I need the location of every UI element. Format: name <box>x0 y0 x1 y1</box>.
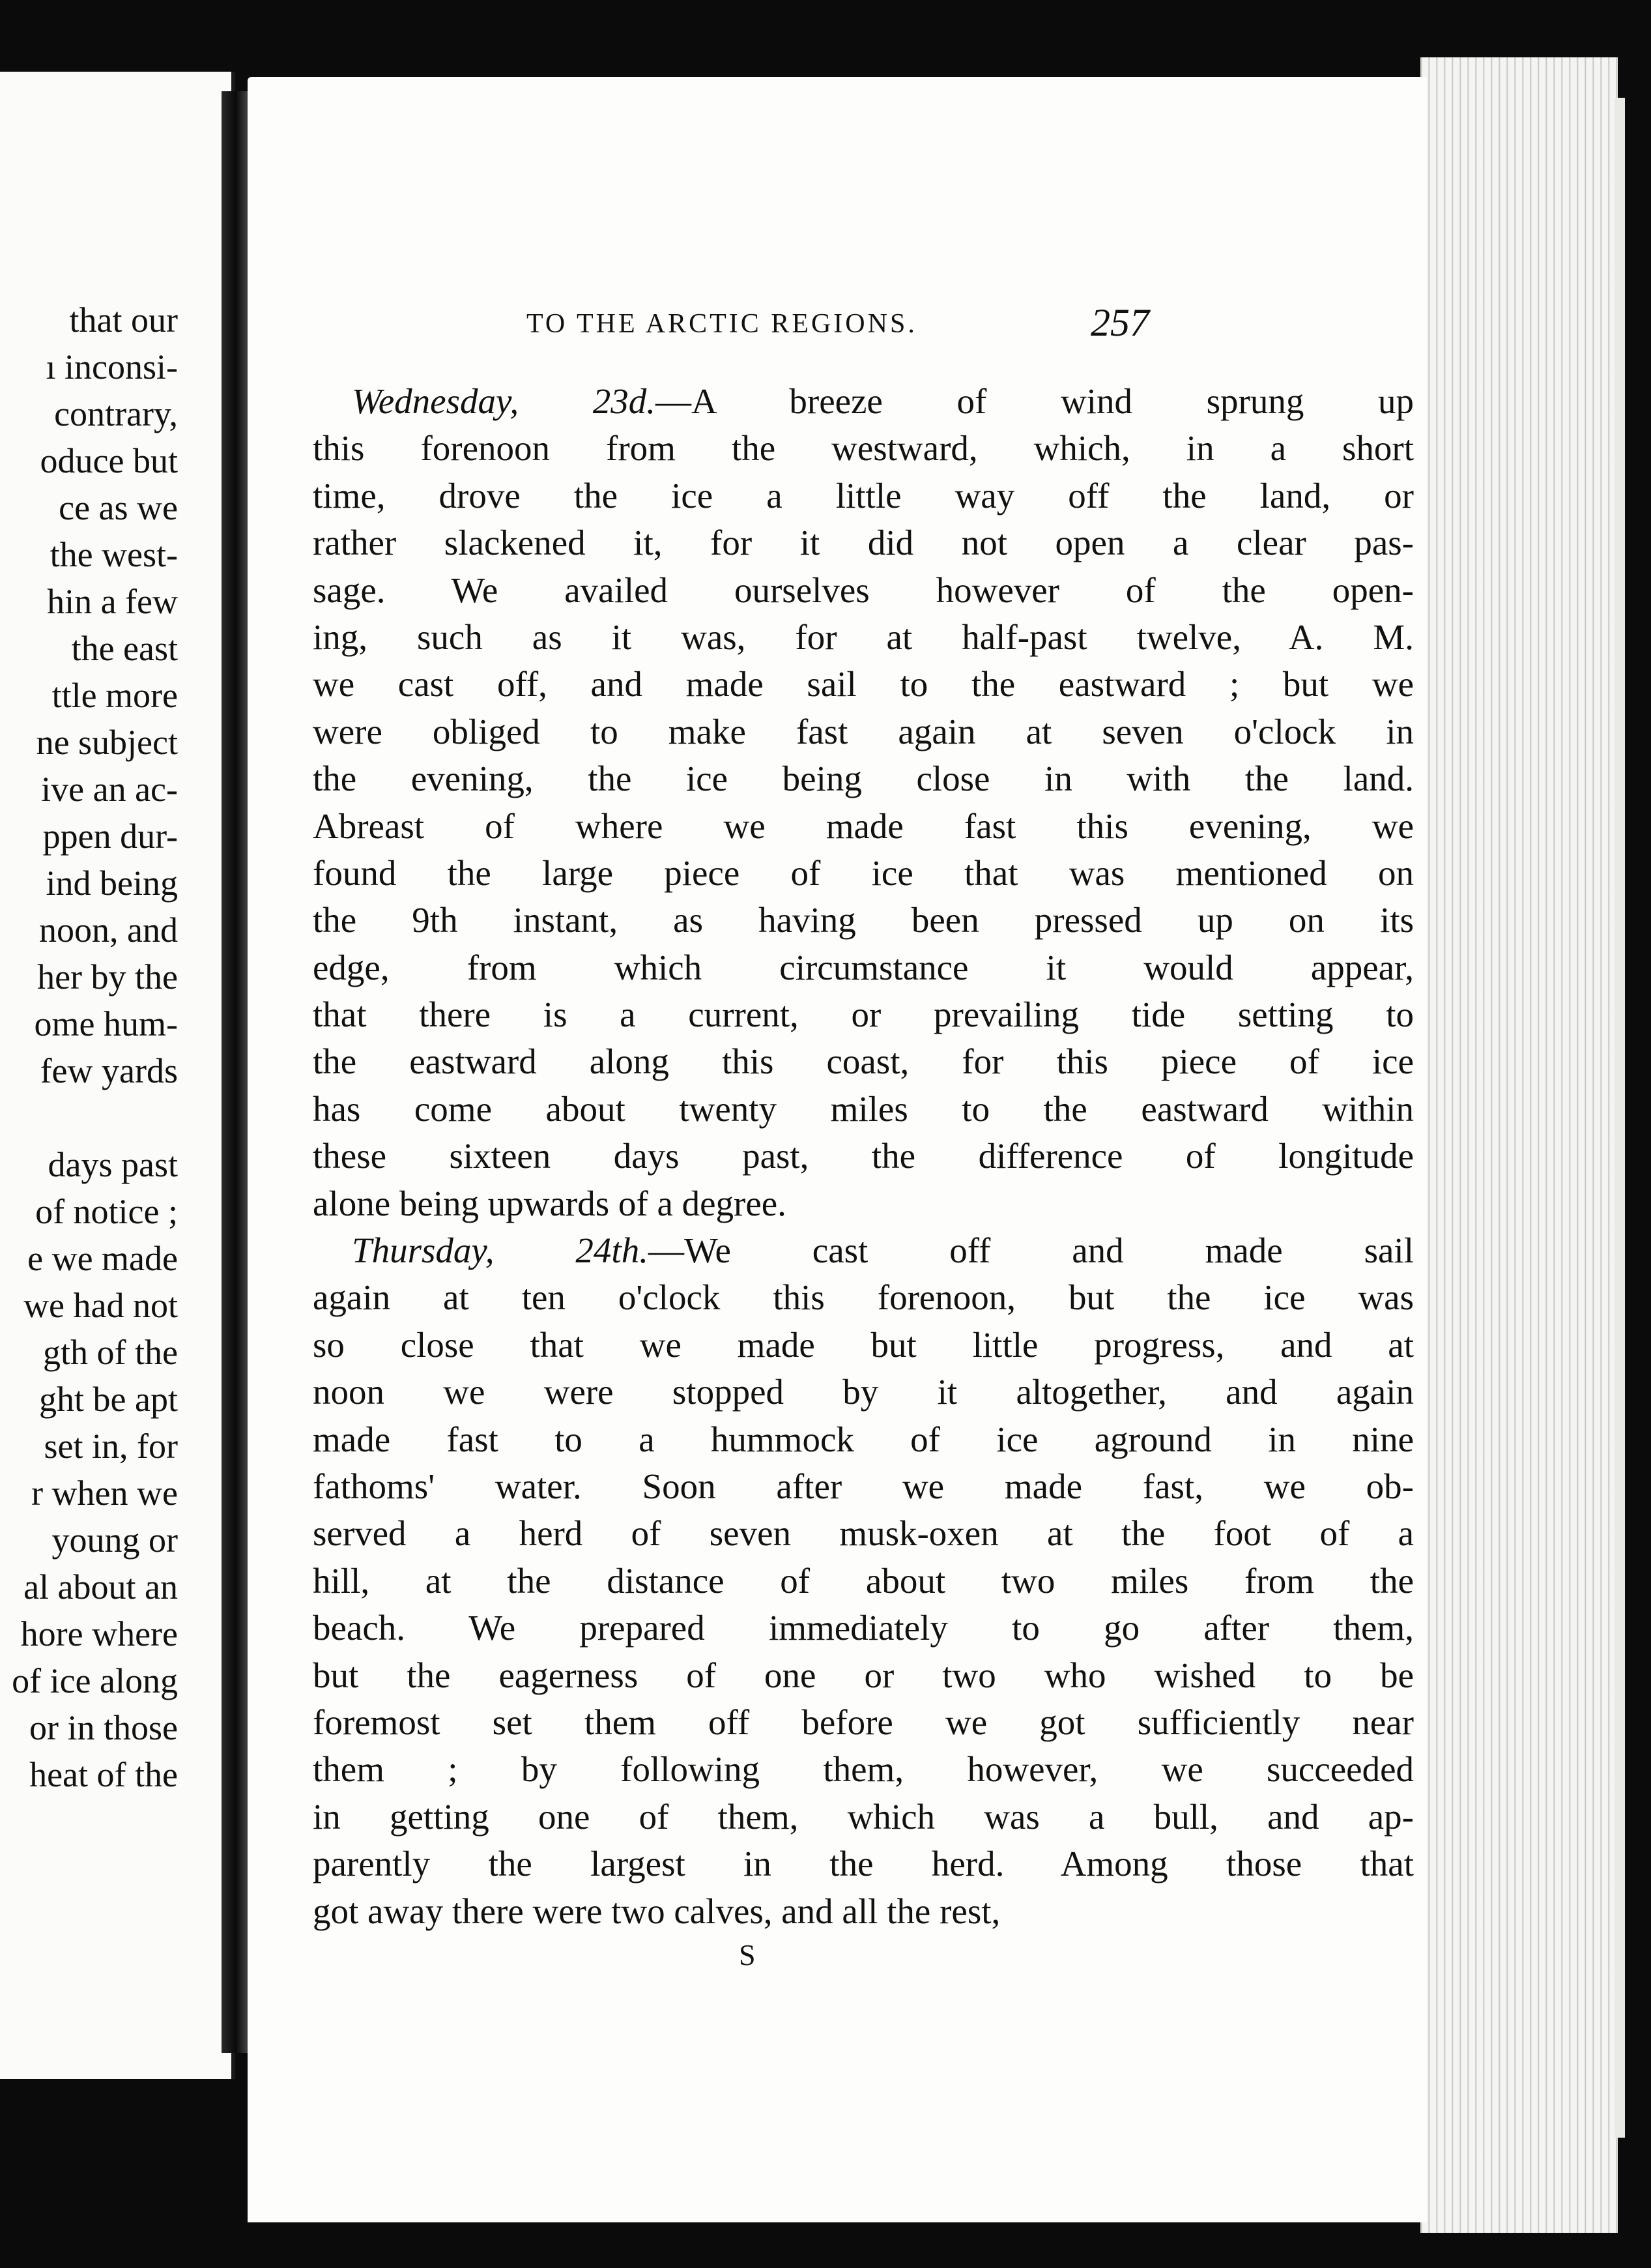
entry-first-line <box>313 378 1414 425</box>
left-page-line: gth of the <box>43 1333 178 1372</box>
text-line: these sixteen days past, the difference of longitude <box>313 1136 1414 1176</box>
left-page-line: the west- <box>50 535 178 574</box>
left-page-line: ome hum- <box>34 1004 178 1043</box>
left-page-line: the east <box>71 629 178 668</box>
left-page-line: young or <box>51 1520 178 1560</box>
text-line: got away there were two calves, and all the rest, <box>313 1891 1001 1931</box>
text-line: fathoms' water. Soon after we made fast, we ob- <box>313 1466 1414 1506</box>
left-page-line: ind being <box>46 864 178 903</box>
left-page-line: ppen dur- <box>42 817 178 856</box>
page-edges-outer <box>1615 98 1625 2138</box>
left-page-line: that our <box>69 300 178 340</box>
text-line: the eastward along this coast, for this piece of ice <box>313 1041 1414 1082</box>
left-page-line: ght be apt <box>39 1380 178 1419</box>
left-page-line: ttle more <box>51 676 178 715</box>
text-line: sage. We availed ourselves however of the open- <box>313 570 1414 610</box>
page-header <box>248 302 1427 354</box>
text-line: has come about twenty miles to the eastward within <box>313 1088 1414 1129</box>
text-line: alone being upwards of a degree. <box>313 1183 786 1223</box>
text-line: beach. We prepared immediately to go after them, <box>313 1608 1414 1648</box>
text-line: we cast off, and made sail to the eastward ; but we <box>313 664 1414 705</box>
left-page <box>0 72 235 2079</box>
text-line: but the eagerness of one or two who wished to be <box>313 1655 1414 1695</box>
text-line: the 9th instant, as having been pressed up on its <box>313 900 1414 940</box>
entry-date: Wednesday, 23d. <box>352 381 656 421</box>
page-number: 257 <box>1091 301 1149 344</box>
text-line: found the large piece of ice that was mentioned on <box>313 852 1414 893</box>
left-page-line: her by the <box>37 957 178 996</box>
running-head: TO THE ARCTIC REGIONS. <box>526 309 917 339</box>
left-page-line: e we made <box>27 1239 178 1278</box>
left-page-line: of ice along <box>12 1661 178 1700</box>
text-line: rather slackened it, for it did not open a clear pas- <box>313 523 1414 563</box>
left-page-line: set in, for <box>44 1427 178 1466</box>
text-line: made fast to a hummock of ice aground in nine <box>313 1419 1414 1459</box>
left-page-line: al about an <box>23 1567 178 1606</box>
left-page-line: or in those <box>29 1708 178 1747</box>
text-line: so close that we made but little progress, and at <box>313 1324 1414 1365</box>
text-line: time, drove the ice a little way off the land, or <box>313 475 1414 516</box>
signature-mark: S <box>739 1938 756 1971</box>
left-page-line: oduce but <box>40 441 178 480</box>
text-line: in getting one of them, which was a bull, and ap- <box>313 1796 1414 1837</box>
text-line: edge, from which circumstance it would appear, <box>313 947 1414 987</box>
left-page-line: hin a few <box>47 582 178 621</box>
left-page-line: few yards <box>40 1051 178 1090</box>
text-line: again at ten o'clock this forenoon, but the ice was <box>313 1277 1414 1318</box>
text-line: foremost set them off before we got sufficiently near <box>313 1702 1414 1742</box>
page-edges <box>1420 57 1618 2233</box>
left-page-line: noon, and <box>39 910 178 950</box>
left-page-line: days past <box>48 1145 178 1184</box>
left-page-line: hore where <box>20 1614 178 1653</box>
entry-date: Thursday, 24th. <box>352 1230 648 1271</box>
text-line: that there is a current, or prevailing tide setting to <box>313 995 1414 1035</box>
text-line: this forenoon from the westward, which, in a short <box>313 428 1414 469</box>
left-page-text <box>12 297 178 1798</box>
text-line: Abreast of where we made fast this evening, we <box>313 806 1414 846</box>
left-page-line: contrary, <box>54 394 178 433</box>
left-page-line: ı inconsi- <box>46 347 178 386</box>
text-line: noon we were stopped by it altogether, and again <box>313 1372 1414 1412</box>
left-page-line: ive an ac- <box>41 770 178 809</box>
left-page-line: we had not <box>23 1286 178 1325</box>
left-page-line: heat of the <box>29 1755 178 1794</box>
entry-first-line-text: —A breeze of wind sprung up <box>655 381 1414 421</box>
right-page <box>248 77 1427 2222</box>
left-page-line: r when we <box>31 1474 178 1513</box>
text-line: were obliged to make fast again at seven o'clock in <box>313 711 1414 751</box>
text-line: the evening, the ice being close in with the land. <box>313 759 1414 799</box>
left-page-line: ne subject <box>36 723 178 762</box>
text-line: ing, such as it was, for at half-past twelve, A. M. <box>313 617 1414 657</box>
left-page-line <box>12 1094 178 1141</box>
left-page-line: ce as we <box>59 488 178 527</box>
entry-first-line-text: —We cast off and made sail <box>648 1230 1414 1271</box>
entry-first-line <box>313 1227 1414 1274</box>
text-line: them ; by following them, however, we succeeded <box>313 1749 1414 1790</box>
body-text <box>313 378 1414 1935</box>
text-line: parently the largest in the herd. Among those that <box>313 1844 1414 1884</box>
left-page-line: of notice ; <box>35 1192 178 1231</box>
text-line: hill, at the distance of about two miles from the <box>313 1560 1414 1601</box>
text-line: served a herd of seven musk-oxen at the foot of a <box>313 1513 1414 1554</box>
